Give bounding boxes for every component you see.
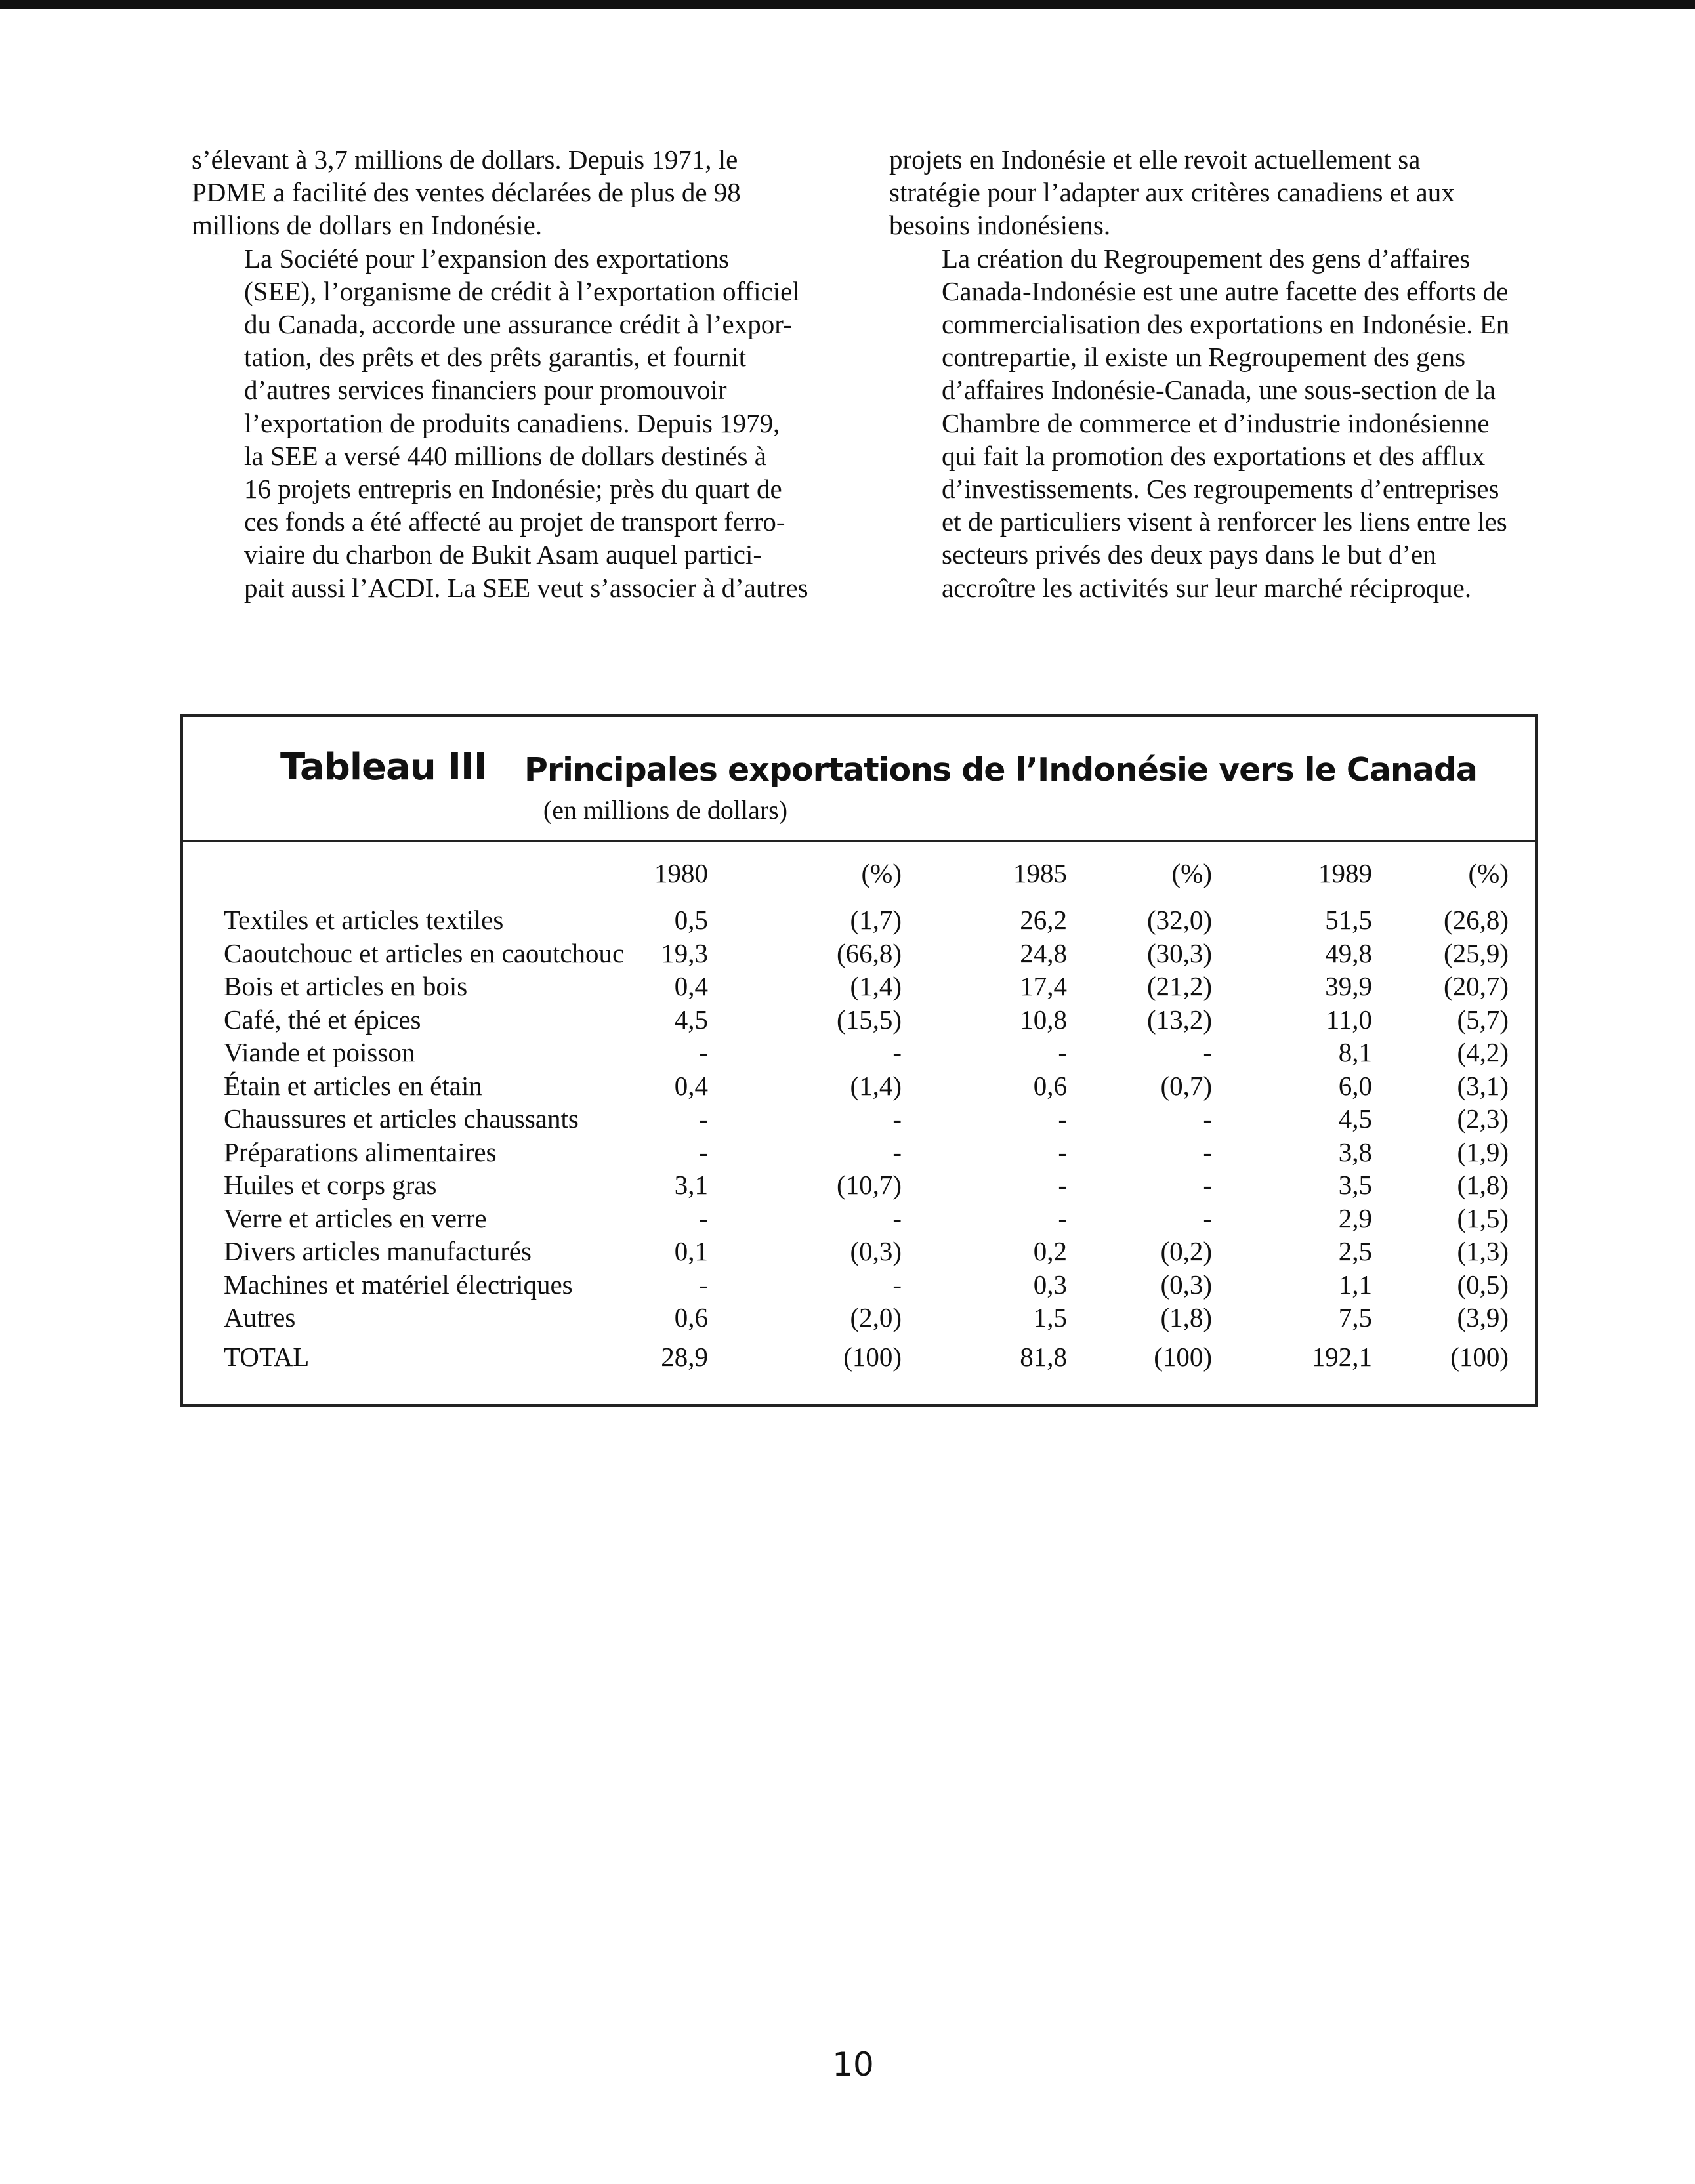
table-cell: -: [892, 1037, 902, 1067]
text-line: contrepartie, il existe un Regroupement des gens: [942, 342, 1466, 373]
table-cell: (10,7): [836, 1170, 902, 1200]
row-label: Café, thé et épices: [224, 1004, 421, 1035]
table-cell: 0,2: [1033, 1236, 1067, 1266]
text-line: La Société pour l’expansion des exportations: [244, 243, 729, 274]
table-subtitle: (en millions de dollars): [543, 795, 788, 825]
table-cell: (3,1): [1457, 1070, 1509, 1101]
table-cell: (0,5): [1457, 1269, 1509, 1300]
row-label: Chaussures et articles chaussants: [224, 1103, 579, 1134]
column-header: 1980: [654, 858, 708, 888]
row-label: Huiles et corps gras: [224, 1170, 437, 1200]
text-line: d’autres services financiers pour promouvoir: [244, 375, 727, 405]
text-line: l’exportation de produits canadiens. Depuis 1979,: [244, 407, 780, 438]
table-cell: 11,0: [1326, 1004, 1372, 1035]
text-line: pait aussi l’ACDI. La SEE veut s’associer à d’autres: [244, 572, 808, 603]
table-cell: (32,0): [1146, 905, 1212, 935]
table-cell: -: [699, 1269, 708, 1300]
text-line: PDME a facilité des ventes déclarées de plus de 98: [192, 177, 741, 208]
table-cell: -: [892, 1136, 902, 1167]
column-header: 1985: [1013, 858, 1067, 888]
table-cell: (1,4): [850, 971, 902, 1001]
table-cell: 2,9: [1338, 1203, 1372, 1233]
text-line: millions de dollars en Indonésie.: [192, 210, 543, 241]
text-line: besoins indonésiens.: [889, 210, 1111, 241]
table-cell: -: [1203, 1136, 1212, 1167]
table-cell: 0,4: [674, 971, 708, 1001]
text-line: 16 projets entrepris en Indonésie; près du quart de: [244, 474, 782, 505]
row-label: Viande et poisson: [224, 1037, 415, 1067]
table-cell: 3,1: [674, 1170, 708, 1200]
column-header: (%): [1468, 858, 1509, 888]
table-cell: 7,5: [1338, 1302, 1372, 1332]
table-cell: (13,2): [1146, 1004, 1212, 1035]
table-cell: 49,8: [1325, 937, 1372, 968]
table-cell: -: [699, 1203, 708, 1233]
row-label: Divers articles manufacturés: [224, 1236, 532, 1266]
table-cell: -: [1203, 1037, 1212, 1067]
table-cell: (4,2): [1457, 1037, 1509, 1067]
text-line: s’élevant à 3,7 millions de dollars. Depuis 1971, le: [192, 144, 738, 175]
left-text-column: [192, 143, 822, 604]
table-cell: (1,7): [850, 905, 902, 935]
table-cell: -: [1058, 1103, 1067, 1134]
column-header: 1989: [1318, 858, 1372, 888]
scan-top-edge: [0, 0, 1695, 9]
text-line: d’investissements. Ces regroupements d’entreprises: [942, 474, 1499, 505]
table-cell: -: [1058, 1037, 1067, 1067]
total-cell: (100): [843, 1342, 902, 1372]
table-cell: (1,3): [1457, 1236, 1509, 1266]
row-label: Caoutchouc et articles en caoutchouc: [224, 937, 625, 968]
table-cell: -: [1203, 1103, 1212, 1134]
paragraph: [889, 143, 1549, 242]
text-line: du Canada, accorde une assurance crédit à l’expor-: [244, 309, 792, 340]
total-cell: 81,8: [1020, 1342, 1067, 1372]
table-cell: 1,1: [1338, 1269, 1372, 1300]
table-cell: 0,3: [1033, 1269, 1067, 1300]
table-cell: (66,8): [836, 937, 902, 968]
table-cell: (2,3): [1457, 1103, 1509, 1134]
text-line: accroître les activités sur leur marché réciproque.: [942, 572, 1472, 603]
text-line: secteurs privés des deux pays dans le but d’en: [942, 539, 1436, 570]
table-cell: (21,2): [1146, 971, 1212, 1001]
paragraph: [889, 242, 1549, 604]
table-cell: 4,5: [674, 1004, 708, 1035]
text-line: Chambre de commerce et d’industrie indonésienne: [942, 407, 1490, 438]
table-cell: 0,1: [674, 1236, 708, 1266]
table-cell: (26,8): [1443, 905, 1509, 935]
table-title: Principales exportations de l’Indonésie vers le Canada: [524, 751, 1477, 789]
table-cell: 8,1: [1338, 1037, 1372, 1067]
text-line: et de particuliers visent à renforcer les liens entre les: [942, 506, 1507, 537]
table-cell: 0,6: [1033, 1070, 1067, 1101]
total-cell: (100): [1154, 1342, 1212, 1372]
table-cell: -: [1058, 1170, 1067, 1200]
table-cell: (0,3): [850, 1236, 902, 1266]
table-cell: -: [699, 1037, 708, 1067]
text-line: Canada-Indonésie est une autre facette des efforts de: [942, 276, 1509, 306]
table-cell: (1,9): [1457, 1136, 1509, 1167]
table-cell: 10,8: [1020, 1004, 1067, 1035]
total-label: TOTAL: [224, 1342, 310, 1372]
table-cell: (20,7): [1443, 971, 1509, 1001]
text-line: d’affaires Indonésie-Canada, une sous-section de la: [942, 375, 1496, 405]
table-cell: 17,4: [1020, 971, 1067, 1001]
row-label: Étain et articles en étain: [224, 1070, 482, 1101]
table-cell: -: [892, 1203, 902, 1233]
paragraph: [192, 242, 822, 604]
table-cell: 3,5: [1338, 1170, 1372, 1200]
table-cell: 24,8: [1020, 937, 1067, 968]
paragraph: [192, 143, 822, 242]
text-line: qui fait la promotion des exportations et des afflux: [942, 440, 1486, 471]
row-label: Bois et articles en bois: [224, 971, 468, 1001]
text-line: (SEE), l’organisme de crédit à l’exportation officiel: [244, 276, 800, 306]
text-line: La création du Regroupement des gens d’affaires: [942, 243, 1471, 274]
text-line: viaire du charbon de Bukit Asam auquel partici-: [244, 539, 763, 570]
table-cell: -: [699, 1103, 708, 1134]
text-line: commercialisation des exportations en Indonésie. En: [942, 309, 1510, 340]
column-header: (%): [1171, 858, 1212, 888]
table-cell: (25,9): [1443, 937, 1509, 968]
row-label: Autres: [224, 1302, 296, 1332]
table-cell: (3,9): [1457, 1302, 1509, 1332]
table-cell: (0,3): [1160, 1269, 1212, 1300]
table-cell: 19,3: [661, 937, 708, 968]
table-cell: -: [1058, 1136, 1067, 1167]
table-cell: -: [1203, 1170, 1212, 1200]
total-cell: 28,9: [661, 1342, 708, 1372]
table-cell: 3,8: [1338, 1136, 1372, 1167]
total-cell: 192,1: [1311, 1342, 1372, 1372]
table-cell: (1,8): [1160, 1302, 1212, 1332]
table-cell: 0,5: [674, 905, 708, 935]
text-line: la SEE a versé 440 millions de dollars destinés à: [244, 440, 766, 471]
row-label: Verre et articles en verre: [224, 1203, 487, 1233]
table-cell: -: [699, 1136, 708, 1167]
table-cell: 39,9: [1325, 971, 1372, 1001]
page-number: 10: [832, 2046, 874, 2084]
table-cell: (0,7): [1160, 1070, 1212, 1101]
text-line: ces fonds a été affecté au projet de transport ferro-: [244, 506, 785, 537]
table-cell: 0,6: [674, 1302, 708, 1332]
right-text-column: [889, 143, 1549, 604]
text-line: stratégie pour l’adapter aux critères canadiens et aux: [889, 177, 1455, 208]
table-cell: -: [892, 1103, 902, 1134]
table-frame: [180, 714, 1538, 1407]
table-cell: -: [1203, 1203, 1212, 1233]
table-cell: 4,5: [1338, 1103, 1372, 1134]
total-cell: (100): [1450, 1342, 1509, 1372]
table-cell: (1,5): [1457, 1203, 1509, 1233]
table-cell: (1,8): [1457, 1170, 1509, 1200]
row-label: Préparations alimentaires: [224, 1136, 497, 1167]
table-cell: 51,5: [1325, 905, 1372, 935]
text-line: tation, des prêts et des prêts garantis, et fournit: [244, 342, 747, 373]
table-cell: -: [892, 1269, 902, 1300]
table-cell: 6,0: [1338, 1070, 1372, 1101]
column-header: (%): [861, 858, 902, 888]
data-table: [183, 717, 1535, 1404]
table-cell: (2,0): [850, 1302, 902, 1332]
table-cell: (30,3): [1146, 937, 1212, 968]
table-cell: 26,2: [1020, 905, 1067, 935]
text-line: projets en Indonésie et elle revoit actuellement sa: [889, 144, 1421, 175]
table-cell: (15,5): [836, 1004, 902, 1035]
table-label: Tableau III: [280, 746, 487, 789]
table-cell: (1,4): [850, 1070, 902, 1101]
row-label: Textiles et articles textiles: [224, 905, 504, 935]
table-cell: (0,2): [1160, 1236, 1212, 1266]
table-cell: -: [1058, 1203, 1067, 1233]
table-cell: 2,5: [1338, 1236, 1372, 1266]
table-cell: (5,7): [1457, 1004, 1509, 1035]
table-cell: 0,4: [674, 1070, 708, 1101]
table-cell: 1,5: [1033, 1302, 1067, 1332]
row-label: Machines et matériel électriques: [224, 1269, 573, 1300]
